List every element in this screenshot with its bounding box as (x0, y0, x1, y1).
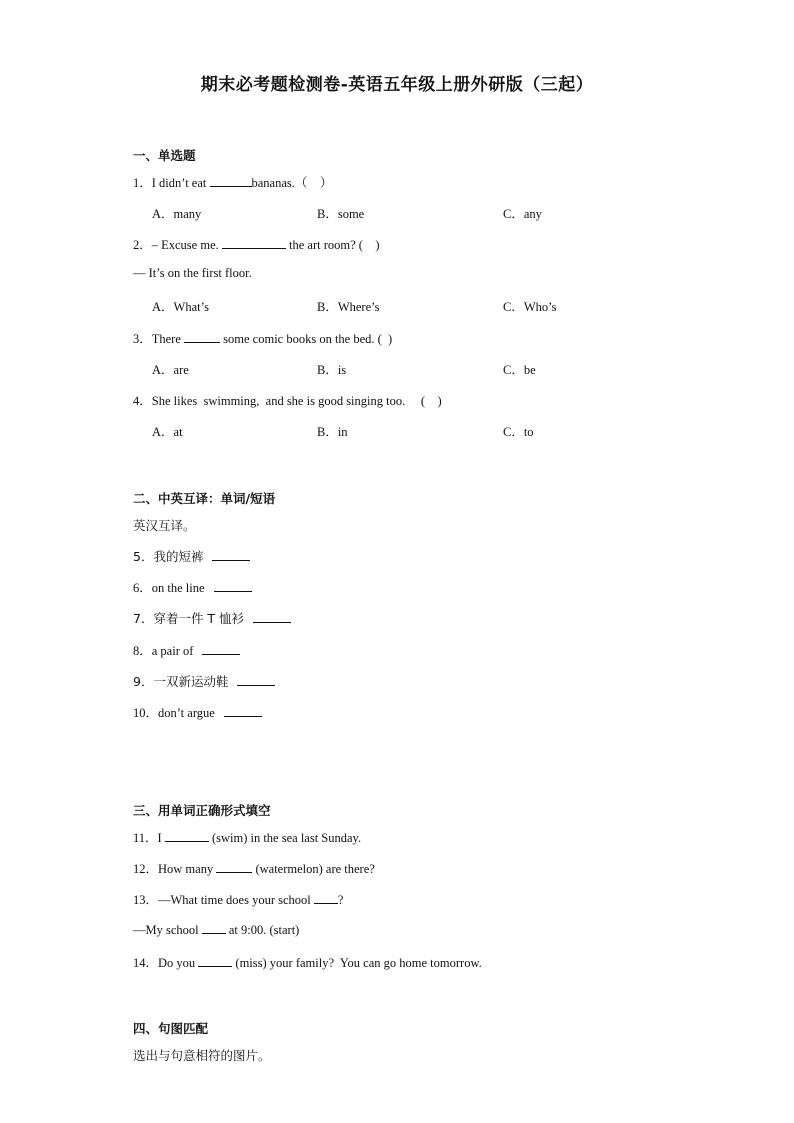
answer-blank[interactable] (214, 579, 252, 592)
question-14-text: 14．Do you (133, 956, 199, 970)
option-a[interactable]: A．What’s (152, 300, 209, 314)
question-14-text-end: (miss) your family? You can go home tomorrow. (232, 956, 482, 970)
option-b[interactable]: B．Where’s (317, 300, 380, 314)
question-6-text: 6．on the line (133, 581, 205, 595)
option-c[interactable]: C．Who’s (503, 300, 557, 314)
option-c[interactable]: C．to (503, 425, 534, 439)
answer-blank[interactable] (222, 236, 286, 249)
question-11 (133, 828, 361, 846)
section-instruction: 选出与句意相符的图片。 (133, 1048, 271, 1063)
option-b[interactable]: B．some (317, 207, 365, 221)
question-13-reply (133, 921, 299, 938)
question-5-text: 5．我的短裤 (133, 549, 204, 564)
answer-blank[interactable] (314, 891, 338, 904)
question-2-text: 2．– Excuse me. (133, 238, 222, 252)
option-a[interactable]: A．many (152, 207, 202, 221)
question-2-reply: — It’s on the first floor. (133, 266, 252, 280)
section-heading-picture-match: 四、句图匹配 (133, 1021, 209, 1036)
question-12-text: 12．How many (133, 862, 217, 876)
question-11-text-end: (swim) in the sea last Sunday. (208, 831, 362, 845)
question-13-reply-text: —My school (133, 923, 202, 937)
answer-blank[interactable] (198, 954, 232, 967)
question-13-reply-text-end: at 9:00. (start) (225, 923, 300, 937)
section-heading-single-choice: 一、单选题 (133, 148, 196, 163)
question-13-text-end: ? (337, 893, 344, 907)
question-10-text: 10．don’t argue (133, 706, 215, 720)
answer-blank[interactable] (165, 829, 209, 842)
answer-blank[interactable] (212, 548, 250, 561)
answer-blank[interactable] (237, 673, 275, 686)
question-2 (133, 235, 380, 253)
answer-blank[interactable] (202, 642, 240, 655)
question-3 (133, 329, 392, 347)
answer-blank[interactable] (216, 860, 252, 873)
question-2-text-end: the art room? ( ) (285, 238, 380, 252)
question-10 (133, 703, 262, 721)
option-c[interactable]: C．any (503, 207, 542, 221)
answer-blank[interactable] (202, 921, 226, 934)
question-7-text: 7．穿着一件 T 恤衫 (133, 611, 245, 626)
option-a[interactable]: A．at (152, 425, 183, 439)
question-8 (133, 641, 240, 659)
question-1 (133, 173, 332, 191)
answer-blank[interactable] (184, 330, 220, 343)
answer-blank[interactable] (253, 610, 291, 623)
option-b[interactable]: B．in (317, 425, 348, 439)
section-heading-translation: 二、中英互译：单词/短语 (133, 491, 276, 506)
question-3-text: 3．There (133, 332, 185, 346)
answer-blank[interactable] (210, 174, 252, 187)
question-9 (133, 672, 275, 690)
question-1-text: 1．I didn’t eat (133, 176, 210, 190)
section-heading-word-forms: 三、用单词正确形式填空 (133, 803, 271, 818)
page-title: 期末必考题检测卷-英语五年级上册外研版（三起） (200, 75, 594, 95)
question-13 (133, 890, 343, 908)
question-1-text-end: bananas.（ ） (251, 176, 333, 190)
question-11-text: 11．I (133, 831, 165, 845)
section-instruction: 英汉互译。 (133, 518, 196, 533)
option-a[interactable]: A．are (152, 363, 189, 377)
question-12-text-end: (watermelon) are there? (252, 862, 375, 876)
question-13-text: 13．—What time does your school (133, 893, 314, 907)
question-12 (133, 859, 375, 877)
option-b[interactable]: B．is (317, 363, 347, 377)
question-3-text-end: some comic books on the bed. ( ) (220, 332, 393, 346)
question-9-text: 9．一双新运动鞋 (133, 674, 229, 689)
answer-blank[interactable] (224, 704, 262, 717)
question-6 (133, 578, 252, 596)
question-8-text: 8．a pair of (133, 644, 194, 658)
question-4: 4．She likes swimming, and she is good singing too. ( ) (133, 394, 442, 408)
question-5 (133, 547, 250, 565)
question-7 (133, 609, 291, 627)
question-14 (133, 953, 482, 971)
option-c[interactable]: C．be (503, 363, 536, 377)
